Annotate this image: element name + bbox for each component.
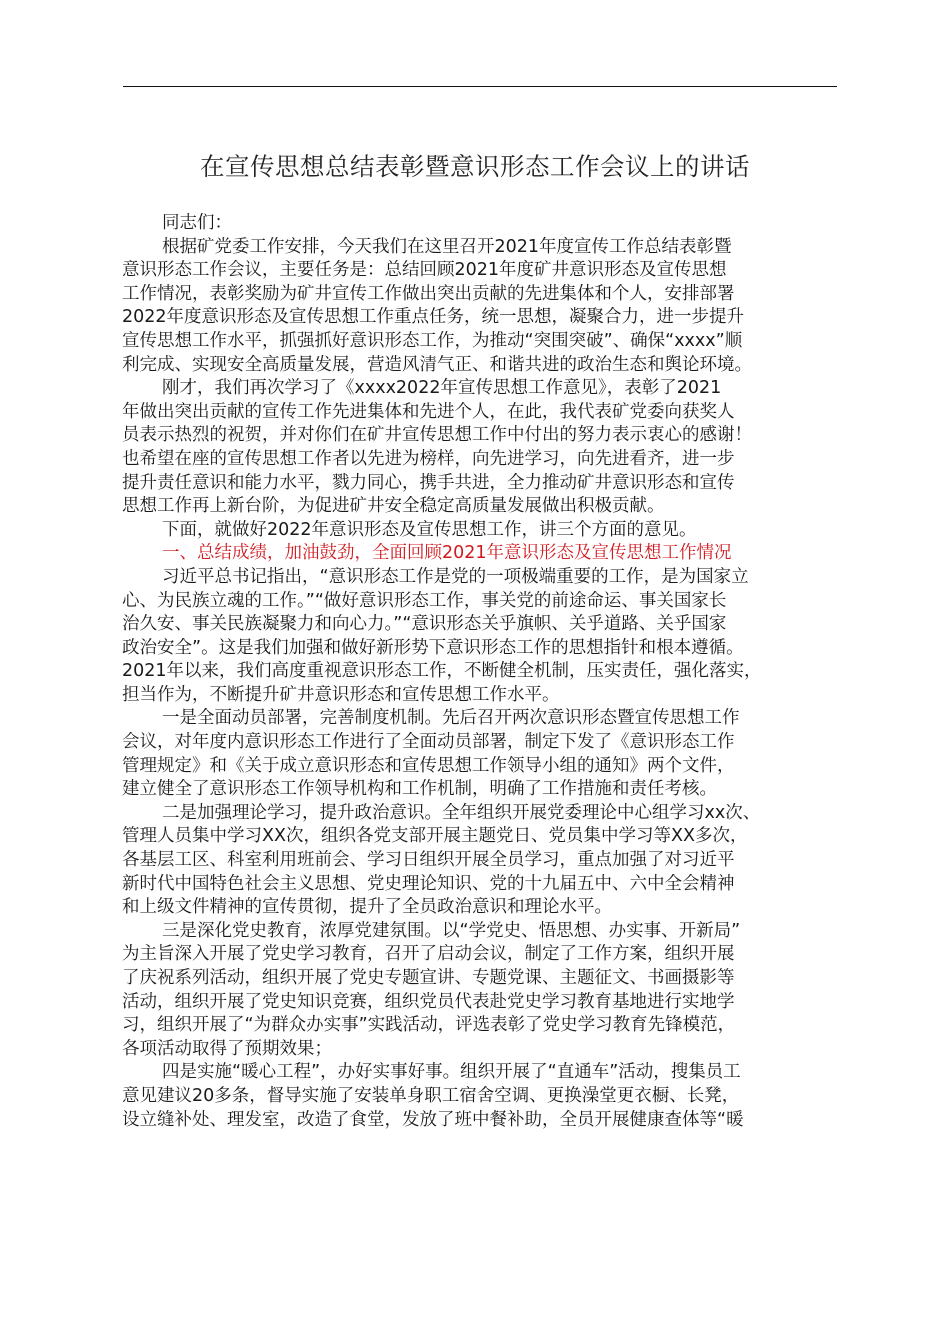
document-title: 在宣传思想总结表彰暨意识形态工作会议上的讲话 bbox=[200, 152, 750, 181]
text-line: 二是加强理论学习，提升政治意识。全年组织开展党委理论中心组学习xx次、 bbox=[162, 802, 761, 823]
paragraph bbox=[122, 236, 882, 378]
text-line: 心、为民族立魂的工作。”“做好意识形态工作，事关党的前途命运、事关国家长 bbox=[122, 590, 727, 611]
text-line: 2022年度意识形态及宣传思想工作重点任务，统一思想，凝聚合力，进一步提升 bbox=[122, 307, 745, 328]
text-line: 管理规定》和《关于成立意识形态和宣传思想工作领导小组的通知》两个文件， bbox=[122, 755, 735, 776]
paragraph bbox=[122, 566, 882, 708]
text-line: 设立缝补处、理发室，改造了食堂，发放了班中餐补助，全员开展健康查体等“暖 bbox=[122, 1109, 744, 1130]
text-line: 利完成、实现安全高质量发展，营造风清气正、和谐共进的政治生态和舆论环境。 bbox=[122, 354, 752, 375]
text-line: 思想工作再上新台阶，为促进矿井安全稳定高质量发展做出积极贡献。 bbox=[122, 496, 665, 517]
header-rule bbox=[123, 86, 837, 87]
text-line: 各基层工区、科室利用班前会、学习日组织开展全员学习，重点加强了对习近平 bbox=[122, 850, 735, 871]
text-line: 宣传思想工作水平，抓强抓好意识形态工作，为推动“突围突破”、确保“xxxx”顺 bbox=[122, 330, 743, 351]
paragraph bbox=[122, 519, 882, 543]
text-line: 活动，组织开展了党史知识竞赛，组织党员代表赴党史学习教育基地进行实地学 bbox=[122, 991, 735, 1012]
text-line: 和上级文件精神的宣传贯彻，提升了全员政治意识和理论水平。 bbox=[122, 897, 612, 918]
text-line: 一是全面动员部署，完善制度机制。先后召开两次意识形态暨宣传思想工作 bbox=[162, 708, 740, 729]
paragraph bbox=[122, 707, 882, 801]
text-line: 提升责任意识和能力水平，戮力同心，携手共进，全力推动矿井意识形态和宣传 bbox=[122, 472, 735, 493]
text-line: 建立健全了意识形态工作领导机构和工作机制，明确了工作措施和责任考核。 bbox=[122, 779, 717, 800]
text-line: 政治安全”。这是我们加强和做好新形势下意识形态工作的思想指针和根本遵循。 bbox=[122, 637, 744, 658]
text-line: 担当作为，不断提升矿井意识形态和宣传思想工作水平。 bbox=[122, 684, 560, 705]
text-line: 根据矿党委工作安排，今天我们在这里召开2021年度宣传工作总结表彰暨 bbox=[162, 236, 732, 257]
paragraph bbox=[122, 920, 882, 1062]
paragraph bbox=[122, 802, 882, 920]
text-line: 也希望在座的宣传思想工作者以先进为榜样，向先进学习，向先进看齐，进一步 bbox=[122, 448, 735, 469]
text-line: 刚才，我们再次学习了《xxxx2022年宣传思想工作意见》，表彰了2021 bbox=[162, 378, 722, 399]
section-heading bbox=[122, 542, 882, 566]
text-line: 治久安、事关民族凝聚力和向心力。”“意识形态关乎旗帜、关乎道路、关乎国家 bbox=[122, 614, 727, 635]
text-line: 习近平总书记指出，“意识形态工作是党的一项极端重要的工作，是为国家立 bbox=[162, 566, 749, 587]
text-line: 员表示热烈的祝贺，并对你们在矿井宣传思想工作中付出的努力表示衷心的感谢！ bbox=[122, 425, 752, 446]
text-line: 会议，对年度内意识形态工作进行了全面动员部署，制定下发了《意识形态工作 bbox=[122, 732, 735, 753]
text-line: 了庆祝系列活动，组织开展了党史专题宣讲、专题党课、主题征文、书画摄影等 bbox=[122, 968, 735, 988]
text-line: 四是实施“暖心工程”，办好实事好事。组织开展了“直通车”活动，搜集员工 bbox=[162, 1062, 741, 1083]
text-line: 新时代中国特色社会主义思想、党史理论知识、党的十九届五中、六中全会精神 bbox=[122, 873, 735, 894]
text-line: 意识形态工作会议，主要任务是：总结回顾2021年度矿井意识形态及宣传思想 bbox=[122, 260, 727, 281]
text-line: 管理人员集中学习XX次，组织各党支部开展主题党日、党员集中学习等XX多次， bbox=[122, 826, 748, 847]
text-line: 三是深化党史教育，浓厚党建氛围。以“学党史、悟思想、办实事、开新局” bbox=[162, 920, 741, 941]
document-body bbox=[122, 212, 882, 1132]
text-line: 2021年以来，我们高度重视意识形态工作，不断健全机制，压实责任，强化落实， bbox=[122, 661, 762, 682]
text-line: 习，组织开展了“为群众办实事”实践活动，评选表彰了党史学习教育先锋模范， bbox=[122, 1015, 736, 1036]
paragraph bbox=[122, 377, 882, 519]
text-line: 同志们： bbox=[162, 213, 232, 233]
paragraph bbox=[122, 1061, 882, 1132]
text-line: 一、总结成绩，加油鼓劲，全面回顾2021年意识形态及宣传思想工作情况 bbox=[162, 543, 732, 564]
text-line: 为主旨深入开展了党史学习教育，召开了启动会议，制定了工作方案，组织开展 bbox=[122, 944, 735, 965]
text-line: 工作情况，表彰奖励为矿井宣传工作做出突出贡献的先进集体和个人，安排部署 bbox=[122, 283, 735, 304]
text-line: 意见建议20多条，督导实施了安装单身职工宿舍空调、更换澡堂更衣橱、长凳， bbox=[122, 1085, 740, 1106]
paragraph bbox=[122, 212, 882, 236]
text-line: 各项活动取得了预期效果； bbox=[122, 1038, 332, 1059]
text-line: 年做出突出贡献的宣传工作先进集体和先进个人，在此，我代表矿党委向获奖人 bbox=[122, 401, 735, 422]
text-line: 下面，就做好2022年意识形态及宣传思想工作，讲三个方面的意见。 bbox=[162, 519, 697, 540]
